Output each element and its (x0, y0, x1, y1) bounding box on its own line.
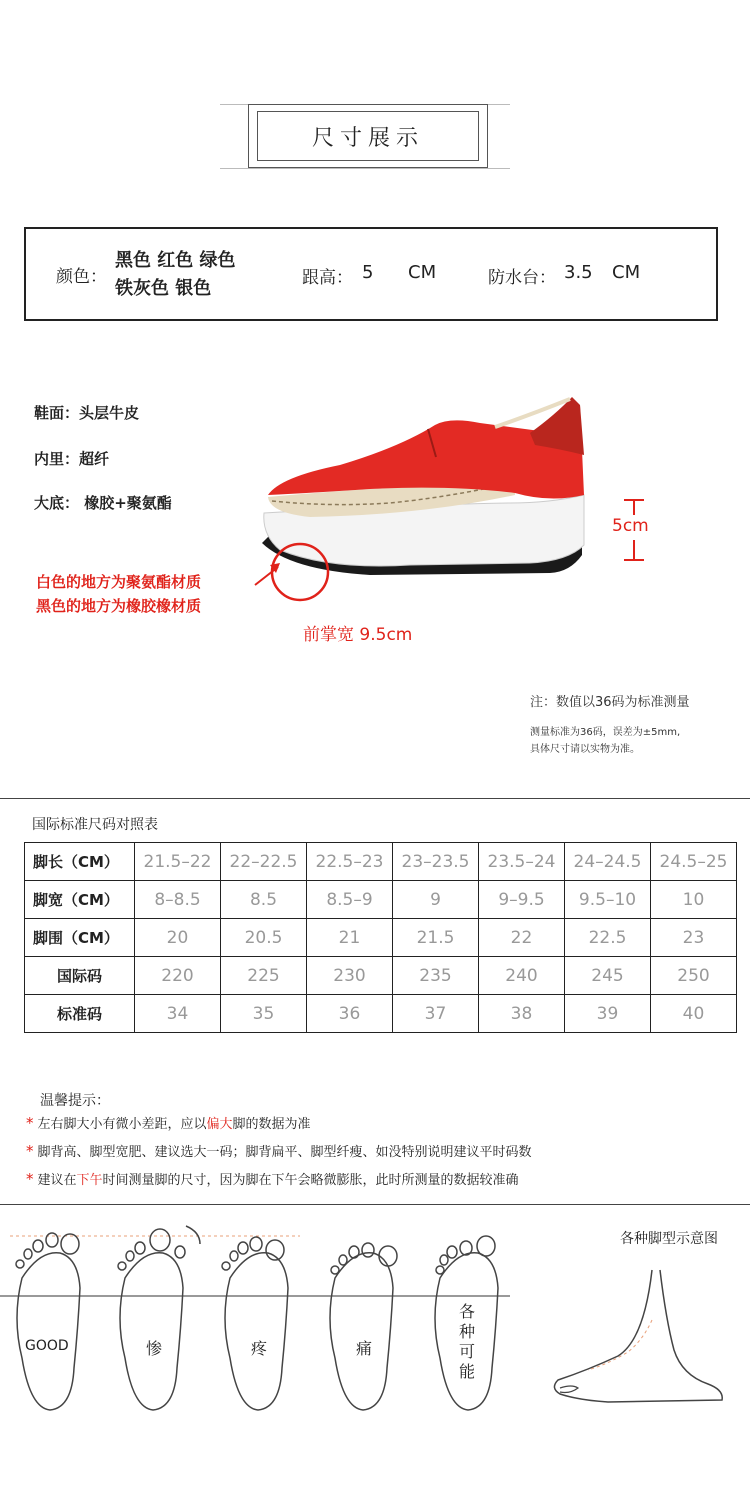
table-cell: 225 (221, 957, 307, 995)
platform-value: 3.5 (564, 262, 593, 283)
tip-3-text-b: 时间测量脚的尺寸，因为脚在下午会略微膨胀，此时所测量的数据较准确 (102, 1173, 519, 1188)
title-frame-inner (257, 111, 479, 161)
table-cell: 20.5 (221, 919, 307, 957)
tip-1 (26, 1113, 311, 1132)
table-row (25, 881, 737, 919)
star-icon: * (26, 1114, 34, 1132)
color-values-1: 黑色 红色 绿色 (115, 250, 236, 271)
sole-material: 大底： 橡胶+聚氨酯 (34, 494, 172, 512)
tip-3-highlight: 下午 (76, 1173, 103, 1188)
row-header: 国际码 (25, 957, 135, 995)
size-table-title: 国际标准尺码对照表 (32, 817, 158, 833)
foot-good (16, 1233, 80, 1410)
table-cell: 21.5 (393, 919, 479, 957)
heel-unit: CM (408, 262, 437, 283)
black-area-note: 黑色的地方为橡胶橡材质 (36, 597, 202, 615)
platform-unit: CM (612, 262, 641, 283)
table-cell: 38 (479, 995, 565, 1033)
lining-material: 内里：超纤 (34, 450, 110, 468)
table-cell: 35 (221, 995, 307, 1033)
table-cell: 9.5–10 (565, 881, 651, 919)
table-cell: 39 (565, 995, 651, 1033)
heel-label: 跟高： (302, 268, 353, 288)
page-title: 尺寸展示 (311, 125, 424, 151)
size-table (24, 842, 737, 1033)
star-icon: * (26, 1142, 34, 1160)
table-cell: 23 (651, 919, 737, 957)
table-cell: 230 (307, 957, 393, 995)
table-cell: 8–8.5 (135, 881, 221, 919)
star-icon: * (26, 1170, 34, 1188)
foot-painful (222, 1237, 288, 1410)
table-cell: 8.5 (221, 881, 307, 919)
section-divider-1 (0, 798, 750, 799)
red-upper (268, 405, 584, 499)
table-row (25, 843, 737, 881)
side-foot-illustration (548, 1260, 743, 1410)
foot-label-2: 惨 (146, 1339, 163, 1358)
color-values-2: 铁灰色 银色 (115, 278, 212, 299)
table-cell: 9–9.5 (479, 881, 565, 919)
title-rule-bottom (220, 168, 510, 169)
tips-title: 温馨提示： (40, 1093, 110, 1109)
foot-label-good: GOOD (25, 1338, 69, 1354)
row-header: 脚长（CM） (25, 843, 135, 881)
section-divider-2 (0, 1204, 750, 1205)
table-cell: 22 (479, 919, 565, 957)
table-cell: 23.5–24 (479, 843, 565, 881)
table-cell: 8.5–9 (307, 881, 393, 919)
table-row (25, 957, 737, 995)
foot-label-4: 痛 (356, 1339, 373, 1358)
table-cell: 240 (479, 957, 565, 995)
tip-2 (26, 1141, 532, 1160)
tip-3-text-a: 建议在 (37, 1173, 77, 1188)
forefoot-width: 前掌宽 9.5cm (303, 625, 413, 645)
white-area-note: 白色的地方为聚氨酯材质 (36, 573, 202, 591)
measure-note-sub2: 具体尺寸请以实物为准。 (530, 744, 640, 755)
table-cell: 22.5 (565, 919, 651, 957)
tip-2-text: 脚背高、脚型宽肥、建议选大一码；脚背扁平、脚型纤瘦、如没特别说明建议平时码数 (37, 1145, 532, 1160)
tip-1-text-a: 左右脚大小有微小差距，应以 (37, 1117, 207, 1132)
table-cell: 22–22.5 (221, 843, 307, 881)
table-cell: 34 (135, 995, 221, 1033)
foot-tragic (118, 1226, 200, 1410)
shoe-illustration (250, 385, 650, 615)
table-cell: 21 (307, 919, 393, 957)
tip-1-text-b: 脚的数据为准 (232, 1117, 311, 1132)
height-label: 5cm (612, 516, 649, 536)
table-cell: 40 (651, 995, 737, 1033)
table-cell: 9 (393, 881, 479, 919)
table-cell: 235 (393, 957, 479, 995)
measure-note: 注：数值以36码为标准测量 (530, 695, 690, 710)
table-cell: 36 (307, 995, 393, 1033)
foot-sore (330, 1243, 397, 1410)
measure-note-sub1: 测量标准为36码，误差为±5mm, (530, 727, 681, 738)
platform-label: 防水台： (488, 268, 556, 288)
foot-label-3: 疼 (251, 1339, 268, 1358)
tip-3 (26, 1169, 519, 1188)
tip-1-highlight: 偏大 (206, 1117, 233, 1132)
row-header: 脚宽（CM） (25, 881, 135, 919)
table-cell: 24.5–25 (651, 843, 737, 881)
toe-detail (560, 1386, 578, 1393)
upper-material: 鞋面：头层牛皮 (34, 404, 140, 422)
table-row (25, 995, 737, 1033)
table-cell: 22.5–23 (307, 843, 393, 881)
table-row (25, 919, 737, 957)
table-cell: 220 (135, 957, 221, 995)
row-header: 脚围（CM） (25, 919, 135, 957)
table-cell: 21.5–22 (135, 843, 221, 881)
heel-value: 5 (362, 262, 374, 283)
foot-outline (554, 1270, 722, 1402)
color-label: 颜色： (56, 267, 107, 287)
foot-types-title: 各种脚型示意图 (620, 1231, 718, 1247)
row-header: 标准码 (25, 995, 135, 1033)
table-cell: 250 (651, 957, 737, 995)
table-cell: 37 (393, 995, 479, 1033)
footprint-diagrams (0, 1218, 530, 1428)
table-cell: 10 (651, 881, 737, 919)
table-cell: 24–24.5 (565, 843, 651, 881)
table-cell: 23–23.5 (393, 843, 479, 881)
foot-label-5: 各种可能 (459, 1302, 476, 1381)
table-cell: 245 (565, 957, 651, 995)
arch-guide (588, 1320, 652, 1370)
table-cell: 20 (135, 919, 221, 957)
